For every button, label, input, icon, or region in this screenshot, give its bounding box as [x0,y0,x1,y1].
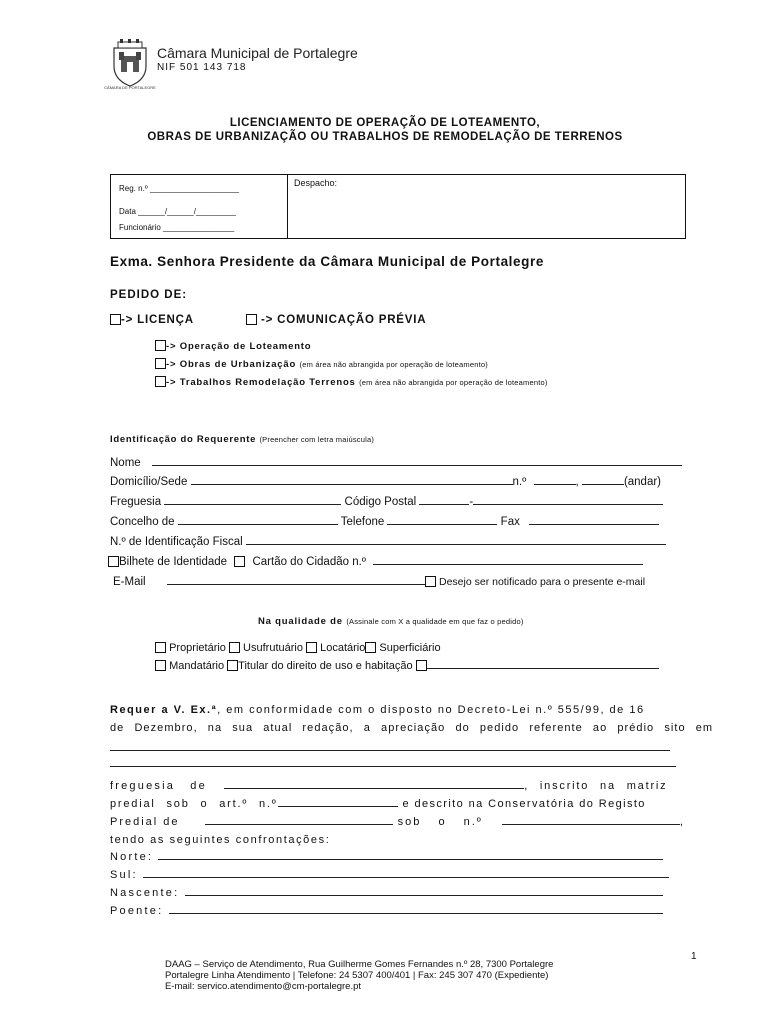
artigo-field[interactable] [278,805,398,807]
nome-row [110,457,686,469]
doc-title-line2: OBRAS DE URBANIZAÇÃO OU TRABALHOS DE REMODELAÇÃO DE TERRENOS [147,131,623,143]
usufrutuario-checkbox[interactable] [229,642,240,653]
requerente-heading [110,434,374,445]
bilhete-label: Bilhete de Identidade [119,556,228,568]
telefone-label: Telefone [340,516,385,528]
urbanizacao-label: -> Obras de Urbanização [166,359,297,370]
crest-text: CÂMARA DE PORTALEGRE [104,85,156,90]
sul-row [110,869,669,881]
loteamento-checkbox[interactable] [155,340,166,351]
comunicacao-label: -> COMUNICAÇÃO PRÉVIA [261,314,427,326]
predial-de-field[interactable] [205,823,393,825]
domicilio-field[interactable] [191,483,513,485]
identidade-row [108,556,690,568]
superficiario-label: Superficiário [379,642,441,654]
concelho-label: Concelho de [110,516,175,528]
locatario-checkbox[interactable] [306,642,317,653]
freguesia-label: Freguesia [110,496,162,508]
proprietario-label: Proprietário [169,642,226,654]
proprietario-checkbox[interactable] [155,642,166,653]
requerente-heading-text: Identificação do Requerente [110,434,257,445]
sob-field[interactable] [502,823,680,825]
remodelacao-label: -> Trabalhos Remodelação Terrenos [166,377,356,388]
poente-label: Poente: [110,905,164,917]
nif-label: N.º de Identificação Fiscal [110,536,243,548]
norte-field[interactable] [158,858,663,860]
licenca-checkbox[interactable] [110,314,121,325]
mandatario-checkbox[interactable] [155,660,166,671]
nome-label: Nome [110,457,141,469]
mandatario-label: Mandatário [169,660,225,672]
sito-field-1[interactable] [110,750,670,751]
titular-label: Titular do direito de uso e habitação [238,660,413,672]
registry-divider [287,175,288,238]
qualidade-note: (Assinale com X a qualidade em que faz o pedido) [346,617,524,626]
predial-de-label: Predial de [110,816,180,828]
salutation: Exma. Senhora Presidente da Câmara Municipal de Portalegre [110,254,544,269]
remodelacao-checkbox[interactable] [155,376,166,387]
reg-funcionario-field[interactable]: Funcionário ________________ [119,223,235,232]
doc-title-line1: LICENCIAMENTO DE OPERAÇÃO DE LOTEAMENTO, [229,117,541,129]
outro-field[interactable] [427,667,659,669]
qualidade-row-1 [155,642,441,654]
despacho-label: Despacho: [294,178,338,188]
inscrito-label: , inscrito na matriz [524,780,668,792]
nif-row [110,536,690,548]
bilhete-checkbox[interactable] [108,556,119,567]
freguesia-field[interactable] [164,503,341,505]
page-number: 1 [691,951,697,962]
org-name: Câmara Municipal de Portalegre [157,45,358,61]
locatario-label: Locatário [320,642,366,654]
predial-de-row: Predial de sob o n.º , [110,816,685,828]
urbanizacao-checkbox[interactable] [155,358,166,369]
comunicacao-checkbox[interactable] [246,314,257,325]
norte-label: Norte: [110,851,154,863]
sito-field-2[interactable] [110,766,676,767]
footer-line-1: DAAG – Serviço de Atendimento, Rua Guilherme Gomes Fernandes n.º 28, 7300 Portalegre [165,959,554,970]
footer-email[interactable]: E-mail: servico.atendimento@cm-portalegre.pt [165,981,362,992]
codigo-postal-field-2[interactable] [473,503,663,505]
concelho-field[interactable] [178,523,338,525]
qualidade-heading-text: Na qualidade de [258,616,343,627]
reg-number-field[interactable]: Reg. n.º ____________________ [119,184,239,193]
descrito-label: e descrito na Conservatória do Registo [402,798,646,810]
predial-row [110,798,690,810]
requer-freguesia-field[interactable] [224,787,524,789]
qualidade-row-2 [155,660,659,672]
licenca-label: -> LICENÇA [121,314,194,326]
requer-freguesia-label: freguesia de [110,780,207,792]
nascente-field[interactable] [185,894,663,896]
freguesia-matriz-row [110,780,690,792]
andar-field[interactable] [582,483,624,485]
cartao-label: Cartão do Cidadão n.º [252,556,366,568]
comunicacao-option[interactable] [246,314,426,326]
sob-label: sob o n.º [397,816,483,828]
domicilio-row: Domicílio/Sede n.º , (andar) [110,476,662,488]
poente-field[interactable] [169,912,663,914]
nascente-row [110,887,663,899]
requer-line-1 [110,704,676,716]
footer-line-2: Portalegre Linha Atendimento | Telefone: 24 5307 400/401 | Fax: 245 307 470 (Expediente) [165,970,549,981]
reg-date-field[interactable]: Data ______/______/_________ [119,207,236,216]
requer-line-2: de Dezembro, na sua atual redação, a apreciação do pedido referente ao prédio sito em [110,722,714,734]
sul-label: Sul: [110,869,138,881]
telefone-field[interactable] [387,523,497,525]
usufrutuario-label: Usufrutuário [243,642,303,654]
requer-lead: Requer a V. Ex.ª [110,704,218,716]
codigo-postal-field-1[interactable] [419,503,469,505]
notificado-label: Desejo ser notificado para o presente e-mail [439,576,646,588]
fax-field[interactable] [529,523,659,525]
registry-box [110,174,686,239]
email-row [113,576,693,588]
option-urbanizacao[interactable] [155,358,488,370]
pedido-heading: PEDIDO DE: [110,289,188,301]
nome-field[interactable] [152,464,682,466]
poente-row [110,905,663,917]
org-nif: NIF 501 143 718 [157,62,247,73]
titular-checkbox[interactable] [227,660,238,671]
cartao-field[interactable] [373,563,643,565]
municipal-crest [104,40,156,90]
remodelacao-note: (em área não abrangida por operação de loteamento) [359,378,548,387]
licenca-option[interactable] [110,314,194,326]
numero-label: n.º [512,476,527,488]
predial-label: predial sob o art.º n.º [110,798,278,810]
option-loteamento[interactable] [155,340,311,352]
codigo-postal-label: Código Postal [344,496,417,508]
email-field[interactable] [167,583,425,585]
email-label: E-Mail [113,576,146,588]
concelho-row [110,516,690,528]
freguesia-row: Freguesia Código Postal - [110,496,690,508]
sul-field[interactable] [143,876,669,878]
urbanizacao-note: (em área não abrangida por operação de loteamento) [299,360,488,369]
superficiario-checkbox[interactable] [365,642,376,653]
qualidade-heading [258,616,524,627]
cartao-checkbox[interactable] [234,556,245,567]
nif-field[interactable] [246,543,666,545]
domicilio-label: Domicílio/Sede [110,476,188,488]
nascente-label: Nascente: [110,887,180,899]
confrontacoes-label: tendo as seguintes confrontações: [110,834,331,846]
norte-row [110,851,663,863]
option-remodelacao[interactable] [155,376,548,388]
andar-label: (andar) [623,476,662,488]
outro-checkbox[interactable] [416,660,427,671]
fax-label: Fax [500,516,520,528]
numero-field[interactable] [534,483,576,485]
loteamento-label: -> Operação de Loteamento [166,341,312,352]
requerente-heading-note: (Preencher com letra maiúscula) [259,435,375,444]
requer-line1-rest: , em conformidade com o disposto no Decreto-Lei n.º 555/99, de 16 [217,704,645,716]
notificado-checkbox[interactable] [425,576,436,587]
